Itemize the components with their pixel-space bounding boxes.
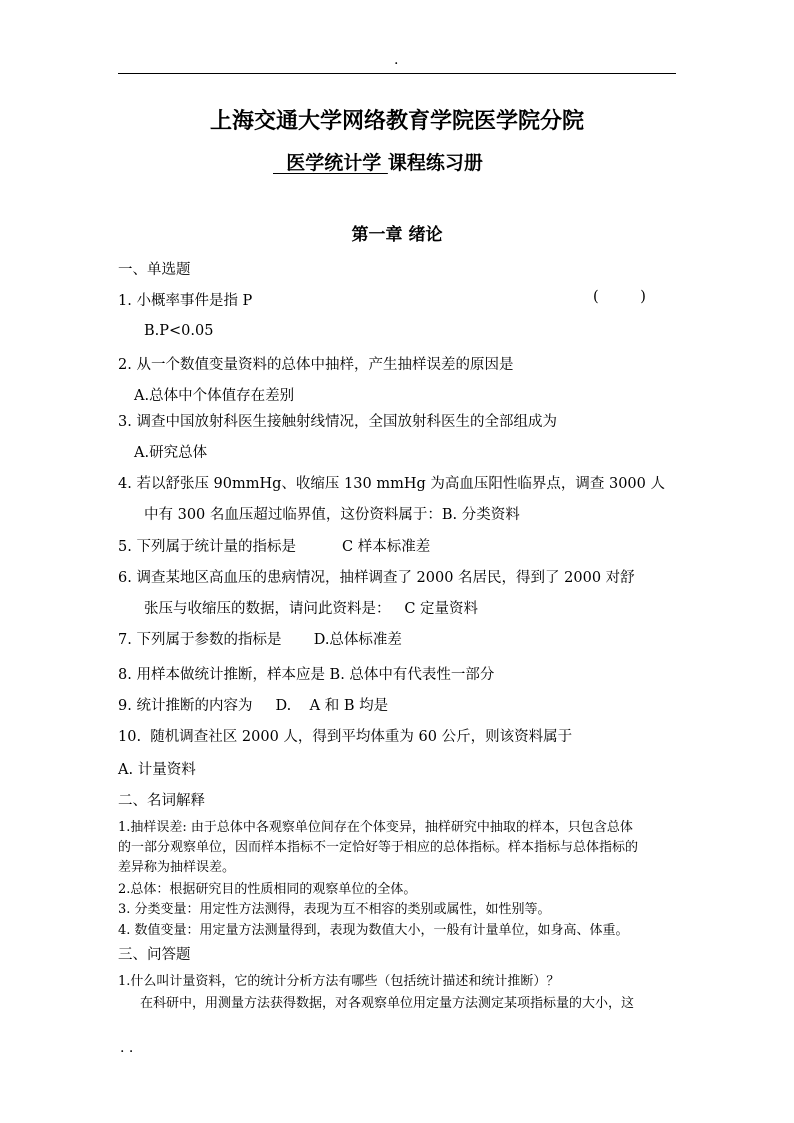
footer-mark: . .	[120, 1040, 134, 1056]
question-10: 10. 随机调查社区 2000 人，得到平均体重为 60 公斤，则该资料属于	[118, 729, 573, 745]
question-1-answer: B.P<0.05	[144, 323, 214, 339]
question-8: 8. 用样本做统计推断，样本应是 B. 总体中有代表性一部分	[118, 667, 495, 683]
section-heading-terms: 二、名词解释	[118, 793, 205, 809]
question-7: 7. 下列属于参数的指标是 D.总体标准差	[118, 632, 402, 648]
question-4-line-2: 中有 300 名血压超过临界值，这份资料属于：B. 分类资料	[144, 507, 520, 523]
document-title: 上海交通大学网络教育学院医学院分院	[209, 108, 584, 134]
question-6-line-2: 张压与收缩压的数据，请问此资料是： C 定量资料	[144, 601, 479, 617]
header-mark: .	[394, 52, 399, 68]
subtitle-rest: 课程练习册	[387, 152, 483, 174]
term-1-line-3: 差异称为抽样误差。	[118, 860, 236, 875]
qa-answer-1: 在科研中，用测量方法获得数据，对各观察单位用定量方法测定某项指标量的大小，这	[140, 996, 635, 1011]
header-rule	[118, 73, 676, 74]
qa-question-1: 1.什么叫计量资料，它的统计分析方法有哪些（包括统计描述和统计推断）？	[118, 974, 560, 989]
term-2: 2.总体：根据研究目的性质相同的观察单位的全体。	[118, 882, 417, 897]
question-6-line-1: 6. 调查某地区高血压的患病情况，抽样调查了 2000 名居民，得到了 2000 对舒	[118, 570, 635, 586]
term-3: 3. 分类变量：用定性方法测得，表现为互不相容的类别或属性，如性别等。	[118, 902, 551, 917]
question-2-answer: A.总体中个体值存在差别	[134, 388, 295, 404]
section-heading-qa: 三、问答题	[118, 947, 191, 963]
question-9: 9. 统计推断的内容为 D. A 和 B 均是	[118, 698, 389, 714]
section-heading-single-choice: 一、单选题	[118, 262, 191, 278]
chapter-heading: 第一章 绪论	[351, 225, 443, 245]
term-1-line-2: 的一部分观察单位，因而样本指标不一定恰好等于相应的总体指标。样本指标与总体指标的	[118, 840, 639, 855]
course-name: 医学统计学	[273, 152, 388, 174]
question-5: 5. 下列属于统计量的指标是 C 样本标准差	[118, 539, 431, 555]
question-1: 1. 小概率事件是指 P	[118, 293, 253, 309]
question-4-line-1: 4. 若以舒张压 90mmHg、收缩压 130 mmHg 为高血压阳性临界点，调查 3000 人	[118, 476, 665, 492]
question-3: 3. 调查中国放射科医生接触射线情况，全国放射科医生的全部组成为	[118, 414, 557, 430]
answer-blank: ( )	[593, 289, 648, 305]
document-subtitle	[273, 148, 483, 175]
question-3-answer: A.研究总体	[134, 445, 208, 461]
question-2: 2. 从一个数值变量资料的总体中抽样，产生抽样误差的原因是	[118, 357, 514, 373]
question-10-answer: A. 计量资料	[118, 762, 196, 778]
term-1-line-1: 1.抽样误差: 由于总体中各观察单位间存在个体变异，抽样研究中抽取的样本，只包含总体	[118, 820, 633, 835]
term-4: 4. 数值变量：用定量方法测量得到，表现为数值大小，一般有计量单位，如身高、体重。	[118, 923, 629, 938]
